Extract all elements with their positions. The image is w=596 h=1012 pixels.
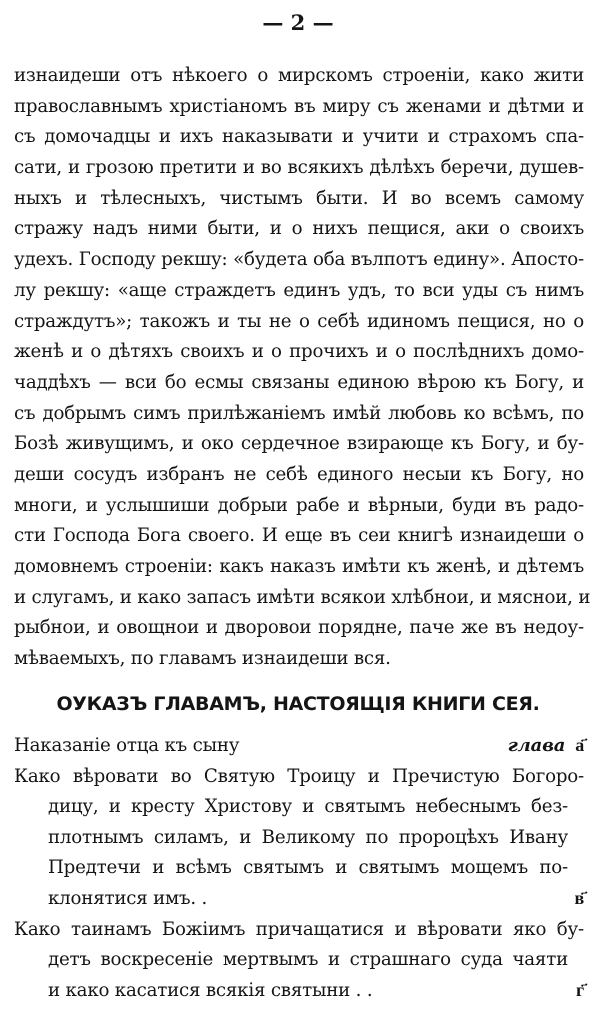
text-line: рыбнои, и овощнои и дворовои порядне, паче же въ недоу-: [14, 617, 584, 639]
toc-entry-text: дицу, и кресту Христову и святымъ небеснымъ без-: [48, 796, 568, 818]
text-line: многи, и услышиши добрыи рабе и вѣрныи, буди въ радо-: [14, 494, 584, 516]
toc-entry-row: [14, 976, 584, 1007]
toc-entry-text: Наказаніе отца къ сыну: [14, 735, 240, 756]
chapter-label: глава: [507, 735, 566, 756]
toc-entry-text: детъ воскресеніе мертвымъ и страшнаго суда чаяти: [48, 949, 568, 971]
chapter-reference: [560, 976, 584, 1007]
text-line: удехъ. Господу рекшу: «будета оба вълпотъ едину». Апосто-: [14, 249, 584, 271]
toc-entry: [14, 731, 584, 762]
toc-entry-text: клонятися имъ. .: [48, 887, 208, 909]
toc-entry-text: Како таинамъ Божіимъ причащатися и вѣровати яко бу-: [14, 918, 584, 940]
body-text: [14, 61, 591, 675]
toc-heading: ОУКАЗЪ ГЛАВАМЪ, НАСТОЯЩІЯ КНИГИ СЕЯ.: [56, 693, 540, 715]
chapter-number: а҃: [575, 735, 584, 756]
text-line: стражу надъ ними быти, и о нихъ пещися, аки о своихъ: [14, 218, 584, 240]
page-number: — 2 —: [262, 10, 334, 35]
chapter-number: в҃: [574, 887, 584, 909]
text-line: съ домочадцы и ихъ наказывати и учити и страхомъ спа-: [14, 126, 584, 148]
text-line: Бозѣ живущимъ, и око сердечное взирающе къ Богу, и бу-: [14, 433, 584, 455]
table-of-contents: [14, 731, 584, 1006]
text-line: съ добрымъ симъ прилѣжаніемъ имѣй любовь ко всѣмъ, по: [14, 402, 584, 424]
toc-entry: [14, 915, 584, 1007]
toc-entry-text: Како вѣровати во Святую Троицу и Пречистую Богоро-: [14, 765, 584, 787]
chapter-number: г҃: [576, 979, 584, 1001]
text-line: и слугамъ, и како запасъ имѣти всякои хлѣбнои, и мяснои, и: [14, 586, 591, 608]
text-line: чаддѣхъ — вси бо есмы связаны единою вѣрою къ Богу, и: [14, 371, 584, 393]
toc-entry: [14, 762, 584, 915]
toc-entry-text: и како касатися всякія святыни . .: [48, 979, 373, 1001]
text-line: деши сосудъ избранъ не себѣ единого несыи къ Богу, но: [14, 463, 584, 485]
toc-entry-row: [14, 884, 584, 915]
toc-entry-text: плотнымъ силамъ, и Великому по пророцѣхъ Ивану: [48, 826, 568, 848]
text-line: женѣ и о дѣтяхъ своихъ и о прочихъ и о послѣднихъ домо-: [14, 341, 584, 363]
chapter-reference: [492, 731, 584, 762]
text-line: православнымъ христіаномъ въ миру съ женами и дѣтми и: [14, 95, 584, 117]
text-line: сати, и грозою претити и во всякихъ дѣлѣхъ беречи, душев-: [14, 157, 584, 179]
text-line: изнаидеши отъ нѣкоего о мирскомъ строеніи, како жити: [14, 65, 584, 86]
toc-entry-text: Предтечи и всѣмъ святымъ и святымъ мощемъ по-: [48, 857, 568, 879]
text-line: домовнемъ строеніи: какъ наказъ имѣти къ женѣ, и дѣтемъ: [14, 556, 584, 577]
toc-entry-row: [14, 731, 584, 762]
text-line: лу рекшу: «аще страждетъ единъ удъ, то вси уды съ нимъ: [14, 279, 584, 301]
text-line: сти Господа Бога своего. И еще въ сеи книгѣ изнаидеши о: [14, 525, 584, 547]
text-line: мѣваемыхъ, по главамъ изнаидеши вся.: [14, 648, 391, 670]
chapter-reference: [558, 884, 584, 915]
text-line: страждутъ»; такожъ и ты не о себѣ идиномъ пещися, но о: [14, 310, 584, 332]
text-line: ныхъ и тѣлесныхъ, чистымъ быти. И во всемъ самому: [14, 187, 584, 209]
